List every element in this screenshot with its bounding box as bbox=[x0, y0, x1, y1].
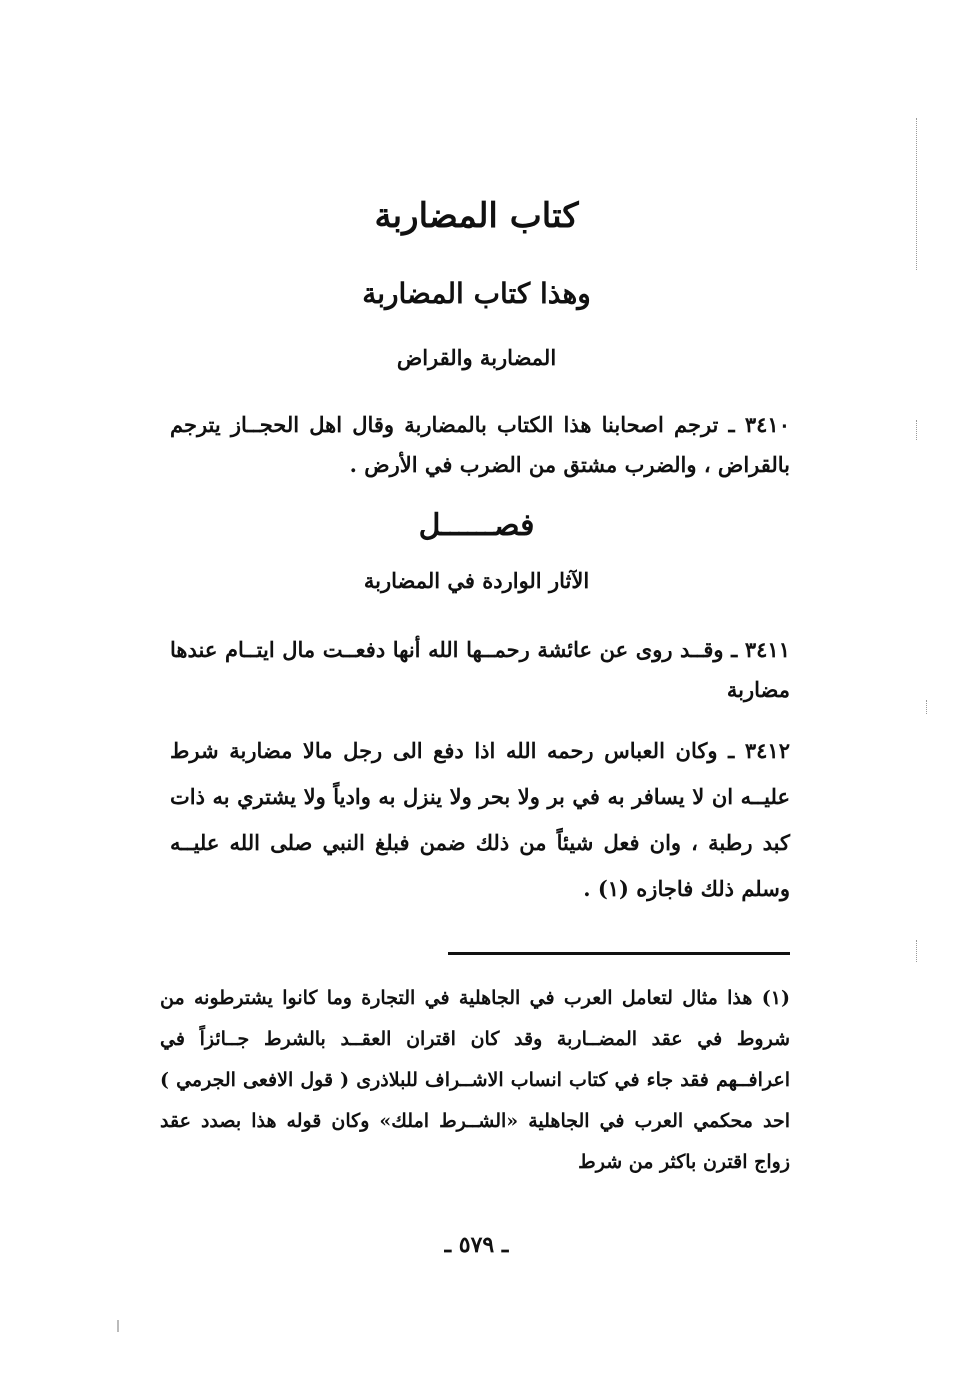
book-subtitle: وهذا كتاب المضاربة bbox=[362, 277, 591, 310]
page-number: ـ ٥٧٩ ـ bbox=[444, 1232, 509, 1258]
book-title: كتاب المضاربة bbox=[374, 196, 579, 236]
chapter-subheading: الآثار الواردة في المضاربة bbox=[363, 568, 590, 593]
paragraph-3411: ٣٤١١ ـ وقــد روى عن عائشة رحمــها الله أنها دفعــت مال ايتــام عندها مضاربة bbox=[170, 637, 790, 702]
scan-margin-mark bbox=[916, 940, 917, 962]
scan-margin-mark bbox=[926, 700, 927, 714]
footnote: (١) هذا مثال لتعامل العرب في الجاهلية في التجارة وما كانوا يشترطونه من شروط في عقد المضــاربة وقد كان اقتران العقــد بالشرط جــائزاً في اعرافــهم فقد جاء في كتاب انساب الاشــراف للبلاذرى ( قول الافعى الجرمي ) احد محكمي العرب في الجاهلية «الشــرط املك» وكان قوله هذا بصدد عقد زواج اقترن باكثر من شرط bbox=[160, 987, 790, 1173]
scan-speck bbox=[117, 1320, 119, 1332]
paragraph-3410: ٣٤١٠ ـ ترجم اصحابنا هذا الكتاب بالمضاربة وقال اهل الحجــاز يترجم بالقراض ، والضرب مشتق من الضرب في الأرض . bbox=[170, 412, 790, 477]
scan-margin-mark bbox=[916, 420, 917, 440]
footnote-divider bbox=[448, 952, 790, 955]
scan-margin-mark bbox=[916, 118, 917, 270]
paragraph-3412: ٣٤١٢ ـ وكان العباس رحمه الله اذا دفع الى رجل مالا مضاربة شرط عليــه ان لا يسافر به في بر ولا بحر ولا ينزل به وادياً ولا يشتري به ذات كبد رطبة ، وان فعل شيئاً من ذلك ضمن فبلغ النبي صلى الله عليــه وسلم ذلك فاجازه (١) . bbox=[170, 738, 790, 901]
chapter-heading: فصــــــل bbox=[418, 508, 535, 543]
section-heading: المضاربة والقراض bbox=[396, 345, 557, 370]
